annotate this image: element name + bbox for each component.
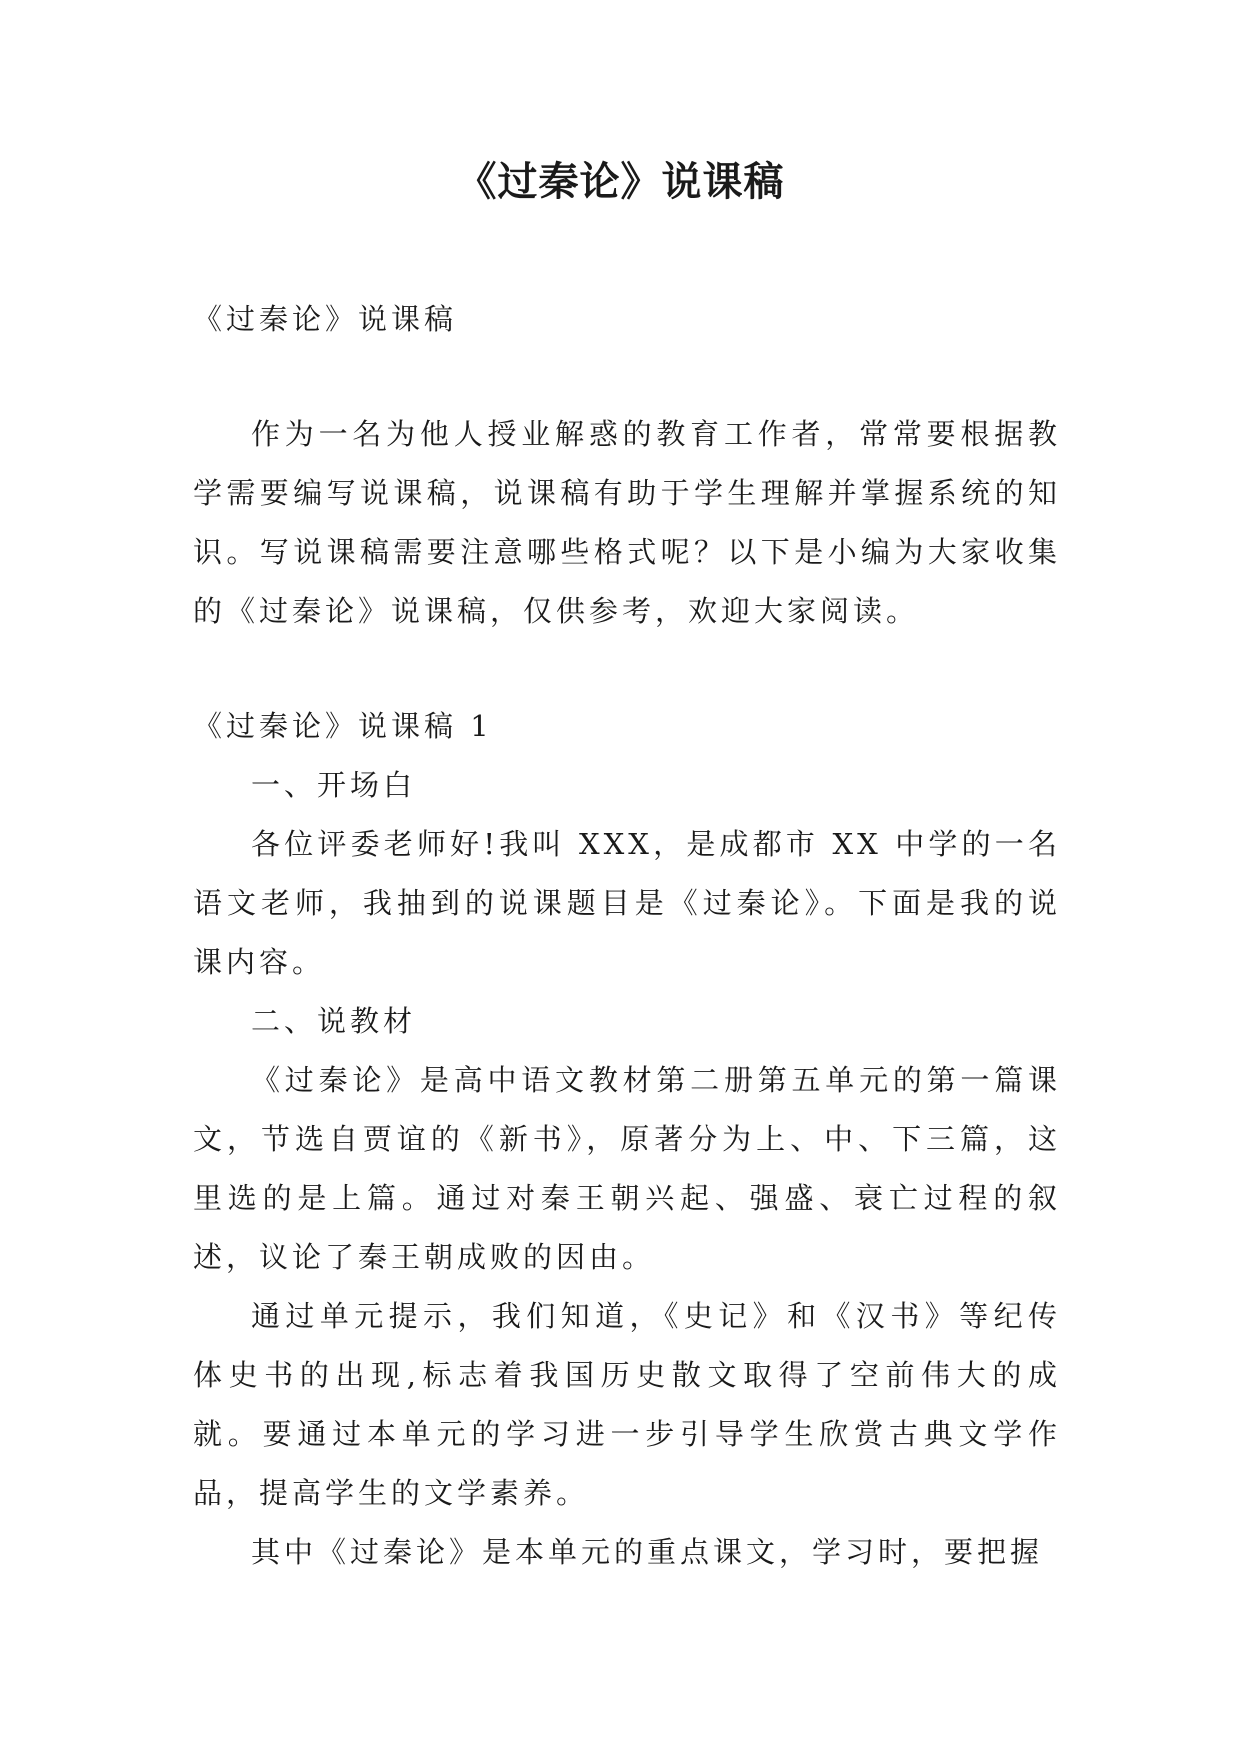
paragraph-unit-hint: 通过单元提示，我们知道，《史记》和《汉书》等纪传体史书的出现,标志着我国历史散文取得了空前伟大的成就。要通过本单元的学习进一步引导学生欣赏古典文学作品，提高学生的文学素养。	[193, 1299, 1061, 1510]
heading-opening: 一、开场白	[251, 768, 417, 802]
intro-paragraph: 作为一名为他人授业解惑的教育工作者，常常要根据教学需要编写说课稿，说课稿有助于学生理解并掌握系统的知识。写说课稿需要注意哪些格式呢？以下是小编为大家收集的《过秦论》说课稿，仅供参考，欢迎大家阅读。	[193, 417, 1061, 628]
paragraph-greeting: 各位评委老师好!我叫 XXX，是成都市 XX 中学的一名语文老师，我抽到的说课题目是《过秦论》。下面是我的说课内容。	[193, 827, 1061, 979]
document-title: 《过秦论》说课稿	[456, 159, 785, 205]
heading-textbook: 二、说教材	[251, 1004, 417, 1038]
document-subtitle: 《过秦论》说课稿	[193, 302, 458, 336]
paragraph-key-text: 其中《过秦论》是本单元的重点课文，学习时，要把握	[251, 1535, 1044, 1569]
section-title: 《过秦论》说课稿 1	[193, 709, 493, 743]
paragraph-textbook: 《过秦论》是高中语文教材第二册第五单元的第一篇课文，节选自贾谊的《新书》，原著分为上、中、下三篇，这里选的是上篇。通过对秦王朝兴起、强盛、衰亡过程的叙述，议论了秦王朝成败的因由。	[193, 1063, 1061, 1274]
document-body	[193, 290, 1061, 1582]
